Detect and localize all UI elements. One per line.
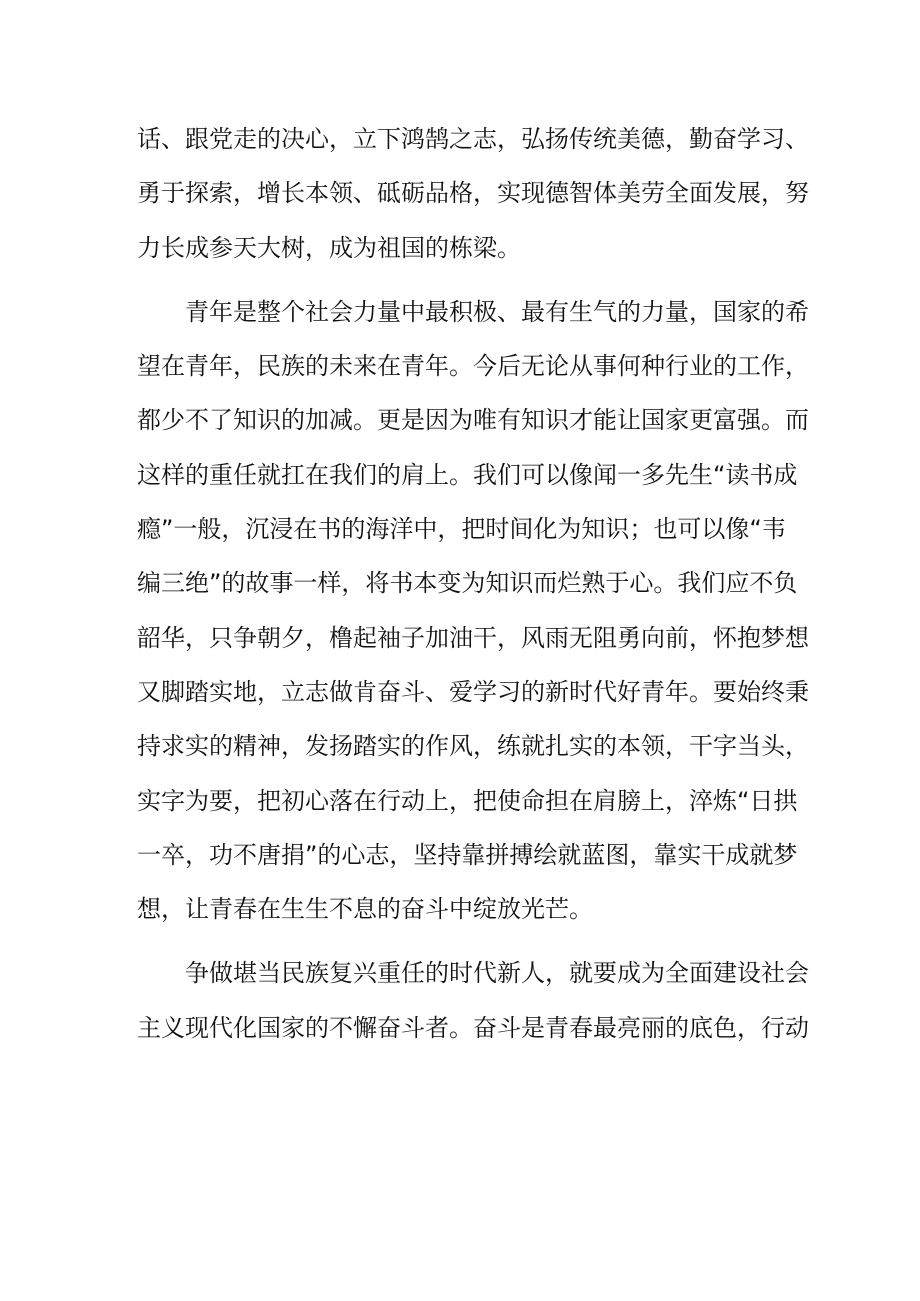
text-line: 话、跟党走的决心，立下鸿鹄之志，弘扬传统美德，勤奋学习、 <box>137 125 809 153</box>
text-line: 力长成参天大树，成为祖国的栋梁。 <box>137 233 521 262</box>
text-line: 望在青年，民族的未来在青年。今后无论从事何种行业的工作， <box>137 352 809 381</box>
body-text <box>137 112 809 1055</box>
text-line: 勇于探索，增长本领、砥砺品格，实现德智体美劳全面发展，努 <box>137 179 809 208</box>
text-line: 又脚踏实地，立志做肯奋斗、爱学习的新时代好青年。要始终秉 <box>137 677 809 706</box>
text-line: 都少不了知识的加减。更是因为唯有知识才能让国家更富强。而 <box>137 406 809 435</box>
paragraph-spacer <box>137 275 797 285</box>
paragraph-1 <box>137 112 809 275</box>
text-line: 编三绝”的故事一样，将书本变为知识而烂熟于心。我们应不负 <box>137 569 798 598</box>
text-line: 一卒，功不唐捐”的心志，坚持靠拼搏绘就蓝图，靠实干成就梦 <box>137 840 798 869</box>
text-line: 争做堪当民族复兴重任的时代新人，就要成为全面建设社会 <box>185 959 809 988</box>
text-line: 韶华，只争朝夕，橹起袖子加油干，风雨无阻勇向前，怀抱梦想 <box>137 623 809 652</box>
paragraph-spacer <box>137 936 797 946</box>
text-line: 这样的重任就扛在我们的肩上。我们可以像闻一多先生“读书成 <box>137 460 798 489</box>
text-line: 实字为要，把初心落在行动上，把使命担在肩膀上，淬炼“日拱 <box>137 786 798 815</box>
text-line: 青年是整个社会力量中最积极、最有生气的力量，国家的希 <box>185 297 809 326</box>
text-line: 想，让青春在生生不息的奋斗中绽放光芒。 <box>137 895 593 924</box>
text-line: 持求实的精神，发扬踏实的作风，练就扎实的本领，干字当头， <box>137 732 809 761</box>
text-line: 主义现代化国家的不懈奋斗者。奋斗是青春最亮丽的底色，行动 <box>137 1013 809 1042</box>
text-line: 瘾”一般，沉浸在书的海洋中，把时间化为知识；也可以像“韦 <box>137 515 786 544</box>
paragraph-3 <box>137 946 809 1055</box>
paragraph-2 <box>137 285 809 937</box>
